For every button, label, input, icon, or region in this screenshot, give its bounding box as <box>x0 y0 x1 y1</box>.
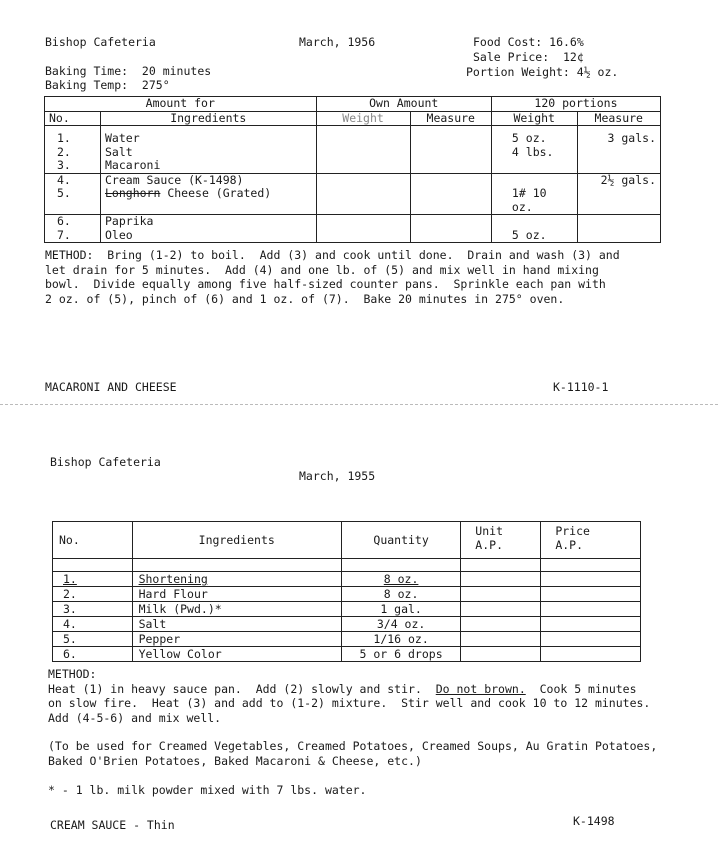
row-quantity: 1 gal. <box>341 602 460 617</box>
card2-usage-note: (To be used for Creamed Vegetables, Creamed Potatoes, Creamed Soups, Au Gratin Potatoes, Baked O'Brien Potatoes, Baked Macaroni & Cheese, etc.) <box>48 739 658 768</box>
col-header-120-weight: Weight <box>491 111 577 126</box>
col-header-120-measure: Measure <box>577 111 661 126</box>
own-weight-cell <box>316 215 410 243</box>
table-row-group <box>45 173 661 215</box>
table-row-group <box>45 126 661 174</box>
baking-time: Baking Time: 20 minutes <box>45 64 212 78</box>
row-ingredient: Hard Flour <box>132 587 341 602</box>
card2-method-line1: Heat (1) in heavy sauce pan. Add (2) slowly and stir. Do not brown. Cook 5 minutes <box>48 682 637 696</box>
ingredient-list: Cream Sauce (K-1498) Longhorn Cheese (Grated) <box>101 173 317 215</box>
row-ingredient: Yellow Color <box>132 647 341 662</box>
row-quantity: 8 oz. <box>341 572 460 587</box>
card1-recipe-name: MACARONI AND CHEESE <box>45 380 177 394</box>
portion-weight-cell: 5 oz. 4 lbs. <box>491 126 577 174</box>
own-weight-cell <box>316 126 410 174</box>
baking-temp: Baking Temp: 275° <box>45 78 170 92</box>
food-cost: Food Cost: 16.6% <box>473 35 584 49</box>
row-no: 1. <box>53 572 133 587</box>
card1-org: Bishop Cafeteria <box>45 35 156 49</box>
own-measure-cell <box>410 126 491 174</box>
table-row-group <box>45 215 661 243</box>
row-quantity: 5 or 6 drops <box>341 647 460 662</box>
item-numbers: 6. 7. <box>45 215 101 243</box>
card2-code: K-1498 <box>573 814 615 828</box>
card1-method: METHOD: Bring (1-2) to boil. Add (3) and cook until done. Drain and wash (3) and let drain for 5 minutes. Add (4) and one lb. of (5) and mix well in hand mixing bowl. Divide equally among five half-sized counter pans. Sprinkle each pan with 2 oz. of (5), pinch of (6) and 1 oz. of (7). Bake 20 minutes in 275° oven. <box>45 248 620 306</box>
row-ingredient: Pepper <box>132 632 341 647</box>
card2-date: March, 1955 <box>299 469 376 483</box>
col-header-ingredients: Ingredients <box>101 111 317 126</box>
item-numbers: 4. 5. <box>45 173 101 215</box>
portion-weight: Portion Weight: 4½ oz. <box>466 65 619 79</box>
group-header-120-portions: 120 portions <box>491 97 660 112</box>
row-no: 4. <box>53 617 133 632</box>
row-quantity: 3/4 oz. <box>341 617 460 632</box>
group-header-own-amount: Own Amount <box>316 97 491 112</box>
table-row <box>53 572 641 587</box>
card2-recipe-name: CREAM SAUCE - Thin <box>50 818 175 832</box>
col-header-price-ap: Price A.P. <box>541 522 641 559</box>
ingredient-list: Water Salt Macaroni <box>101 126 317 174</box>
table-row <box>53 617 641 632</box>
item-numbers: 1. 2. 3. <box>45 126 101 174</box>
table-row <box>53 602 641 617</box>
col-header-ingredients: Ingredients <box>132 522 341 559</box>
row-quantity: 1/16 oz. <box>341 632 460 647</box>
card2-org: Bishop Cafeteria <box>50 455 161 469</box>
ingredient-list: Paprika Oleo <box>101 215 317 243</box>
row-no: 6. <box>53 647 133 662</box>
own-weight-cell <box>316 173 410 215</box>
portion-measure-cell <box>577 215 661 243</box>
do-not-brown-note: Do not brown. <box>435 682 526 696</box>
row-ingredient: Milk (Pwd.)* <box>132 602 341 617</box>
portion-measure-cell: 2½ gals. <box>577 173 661 215</box>
table-row <box>53 647 641 662</box>
own-measure-cell <box>410 215 491 243</box>
table-row <box>53 587 641 602</box>
card1-date: March, 1956 <box>299 35 376 49</box>
card1-code: K-1110-1 <box>553 380 609 394</box>
col-header-own-weight: Weight <box>316 111 410 126</box>
row-no: 2. <box>53 587 133 602</box>
col-header-no: No. <box>45 111 101 126</box>
card2-footnote: * - 1 lb. milk powder mixed with 7 lbs. water. <box>48 783 367 797</box>
portion-weight-cell: 1# 10 oz. <box>491 173 577 215</box>
row-no: 5. <box>53 632 133 647</box>
group-header-amount-for: Amount for <box>45 97 317 112</box>
own-measure-cell <box>410 173 491 215</box>
row-no: 3. <box>53 602 133 617</box>
card2-ingredients-table <box>52 521 641 662</box>
row-ingredient: Shortening <box>132 572 341 587</box>
card2-method-rest: on slow fire. Heat (3) and add to (1-2) mixture. Stir well and cook 10 to 12 minutes. Add (4-5-6) and mix well. <box>48 696 651 725</box>
table-row <box>53 632 641 647</box>
card-divider <box>0 404 718 405</box>
portion-measure-cell: 3 gals. <box>577 126 661 174</box>
card1-ingredients-table <box>44 96 661 243</box>
col-header-no: No. <box>53 522 133 559</box>
col-header-unit-ap: Unit A.P. <box>461 522 541 559</box>
row-ingredient: Salt <box>132 617 341 632</box>
portion-weight-cell: 5 oz. <box>491 215 577 243</box>
sale-price: Sale Price: 12¢ <box>473 50 584 64</box>
card2-method-label: METHOD: <box>48 667 97 681</box>
col-header-own-measure: Measure <box>410 111 491 126</box>
col-header-quantity: Quantity <box>341 522 460 559</box>
row-quantity: 8 oz. <box>341 587 460 602</box>
